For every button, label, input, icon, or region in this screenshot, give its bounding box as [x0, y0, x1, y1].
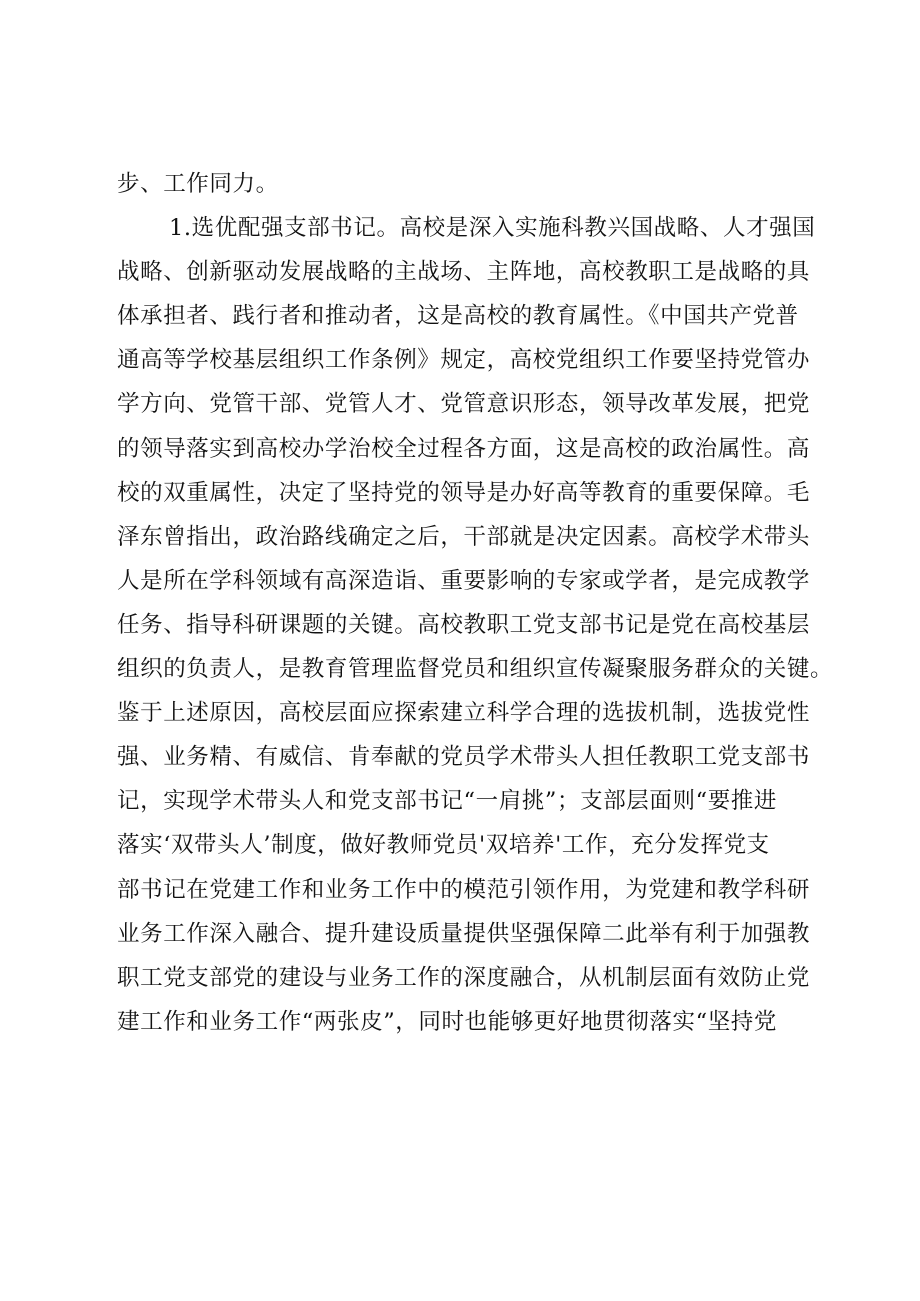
text-line: 任务、指导科研课题的关键。高校教职工党支部书记是党在高校基层 [117, 611, 811, 638]
text-line: 业务工作深入融合、提升建设质量提供坚强保障二此举有利于加强教 [117, 920, 811, 947]
text-line: 组织的负责人，是教育管理监督党员和组织宣传凝聚服务群众的关键。 [117, 656, 834, 683]
text-line: 通高等学校基层组织工作条例》规定，高校党组织工作要坚持党管办 [117, 347, 811, 374]
text-line: 步、工作同力。 [117, 171, 279, 197]
text-line: 人是所在学科领域有高深造诣、重要影响的专家或学者，是完成教学 [117, 567, 811, 594]
text-line: 泽东曾指出，政治路线确定之后，干部就是决定因素。高校学术带头 [117, 523, 811, 550]
text-line: 学方向、党管干部、党管人才、党管意识形态，领导改革发展，把党 [117, 391, 811, 418]
text-line: 战略、创新驱动发展战略的主战场、主阵地，高校教职工是战略的具 [117, 259, 811, 286]
text-line: 记，实现学术带头人和党支部书记“一肩挑”；支部层面则“要推进 [117, 788, 778, 815]
text-line: 的领导落实到高校办学治校全过程各方面，这是高校的政治属性。高 [117, 435, 811, 462]
text-line: 建工作和业务工作“两张皮”，同时也能够更好地贯彻落实“坚持党 [117, 1008, 778, 1035]
text-line: 部书记在党建工作和业务工作中的模范引领作用，为党建和教学科研 [117, 876, 811, 903]
text-line: 落实‘双带头人’制度，做好教师党员'双培养'工作，充分发挥党支 [117, 832, 770, 859]
body-text [117, 162, 834, 1044]
text-line: 校的双重属性，决定了坚持党的领导是办好高等教育的重要保障。毛 [117, 479, 811, 506]
text-line: 体承担者、践行者和推动者，这是高校的教育属性。《中国共产党普 [117, 303, 799, 330]
text-line: 职工党支部党的建设与业务工作的深度融合，从机制层面有效防止党 [117, 964, 811, 991]
text-line: 1.选优配强支部书记。高校是深入实施科教兴国战略、人才强国 [169, 215, 816, 242]
text-line: 鉴于上述原因，高校层面应探索建立科学合理的选拔机制，选拔党性 [117, 700, 811, 727]
text-line: 强、业务精、有威信、肯奉献的党员学术带头人担任教职工党支部书 [117, 744, 811, 771]
